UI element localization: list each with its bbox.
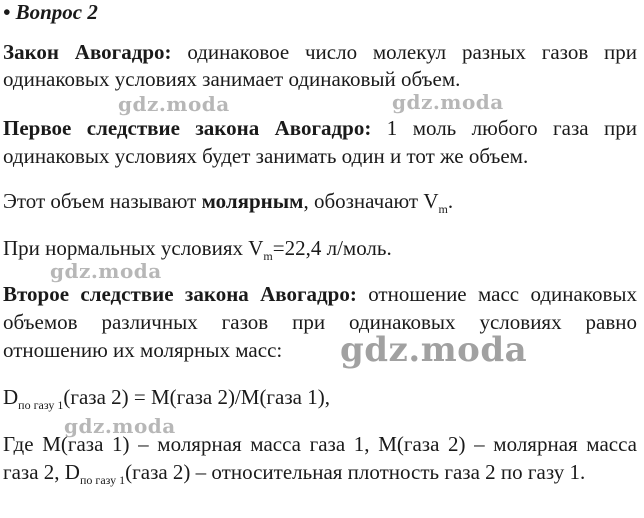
explanation-line-1: Где M(газа 1) – молярная масса газа 1, M(газа 2) – молярная масса bbox=[3, 432, 637, 456]
watermark-logo: gdz.moda bbox=[118, 92, 230, 116]
watermark-logo: gdz.moda bbox=[392, 90, 504, 114]
second-corollary-line-1 bbox=[3, 282, 637, 306]
relative-density-formula bbox=[3, 385, 330, 412]
second-corollary-line-2: объемов различных газов при одинаковых условиях равно bbox=[3, 310, 637, 334]
molar-volume-suffix: . bbox=[447, 189, 454, 213]
second-corollary-text: отношение масс одинаковых bbox=[356, 282, 637, 306]
second-corollary-term: Второе следствие закона Авогадро: bbox=[3, 282, 357, 306]
avogadro-law-term: Закон Авогадро: bbox=[3, 40, 172, 64]
formula-rest: (газа 2) = M(газа 2)/M(газа 1), bbox=[63, 385, 330, 409]
formula-subscript: по газу 1 bbox=[18, 398, 64, 412]
molar-term: молярным bbox=[201, 189, 304, 213]
explanation-rest: (газа 2) – относительная плотность газа 2 по газу 1. bbox=[125, 460, 586, 484]
avogadro-law-line-2: одинаковых условиях занимает одинаковый объем. bbox=[3, 67, 461, 91]
watermark-logo: gdz.moda bbox=[64, 414, 176, 438]
molar-volume-middle: , обозначают V bbox=[303, 189, 439, 213]
molar-volume-prefix: Этот объем называют bbox=[3, 189, 202, 213]
normal-conditions-subscript: m bbox=[263, 249, 273, 263]
formula-d: D bbox=[3, 385, 19, 409]
watermark-logo: gdz.moda bbox=[340, 330, 528, 370]
explanation-prefix: газа 2, D bbox=[3, 460, 80, 484]
molar-volume-sentence bbox=[3, 189, 454, 216]
explanation-line-2 bbox=[3, 460, 586, 487]
question-heading: • Вопрос 2 bbox=[3, 0, 98, 24]
second-corollary-line-3: отношению их молярных масс: bbox=[3, 338, 283, 362]
normal-conditions-suffix: =22,4 л/моль. bbox=[272, 236, 392, 260]
normal-conditions-prefix: При нормальных условиях V bbox=[3, 236, 264, 260]
explanation-subscript: по газу 1 bbox=[79, 473, 126, 487]
first-corollary-line-1 bbox=[3, 116, 637, 140]
molar-volume-subscript: m bbox=[438, 202, 448, 216]
first-corollary-line-2: одинаковых условиях будет занимать один и тот же объем. bbox=[3, 144, 529, 168]
first-corollary-text: 1 моль любого газа при bbox=[371, 116, 637, 140]
watermark-logo: gdz.moda bbox=[50, 259, 162, 283]
normal-conditions-sentence bbox=[3, 236, 392, 263]
avogadro-law-text: одинаковое число молекул разных газов при bbox=[171, 40, 638, 64]
avogadro-law-line-1 bbox=[3, 40, 637, 64]
first-corollary-term: Первое следствие закона Авогадро: bbox=[3, 116, 372, 140]
